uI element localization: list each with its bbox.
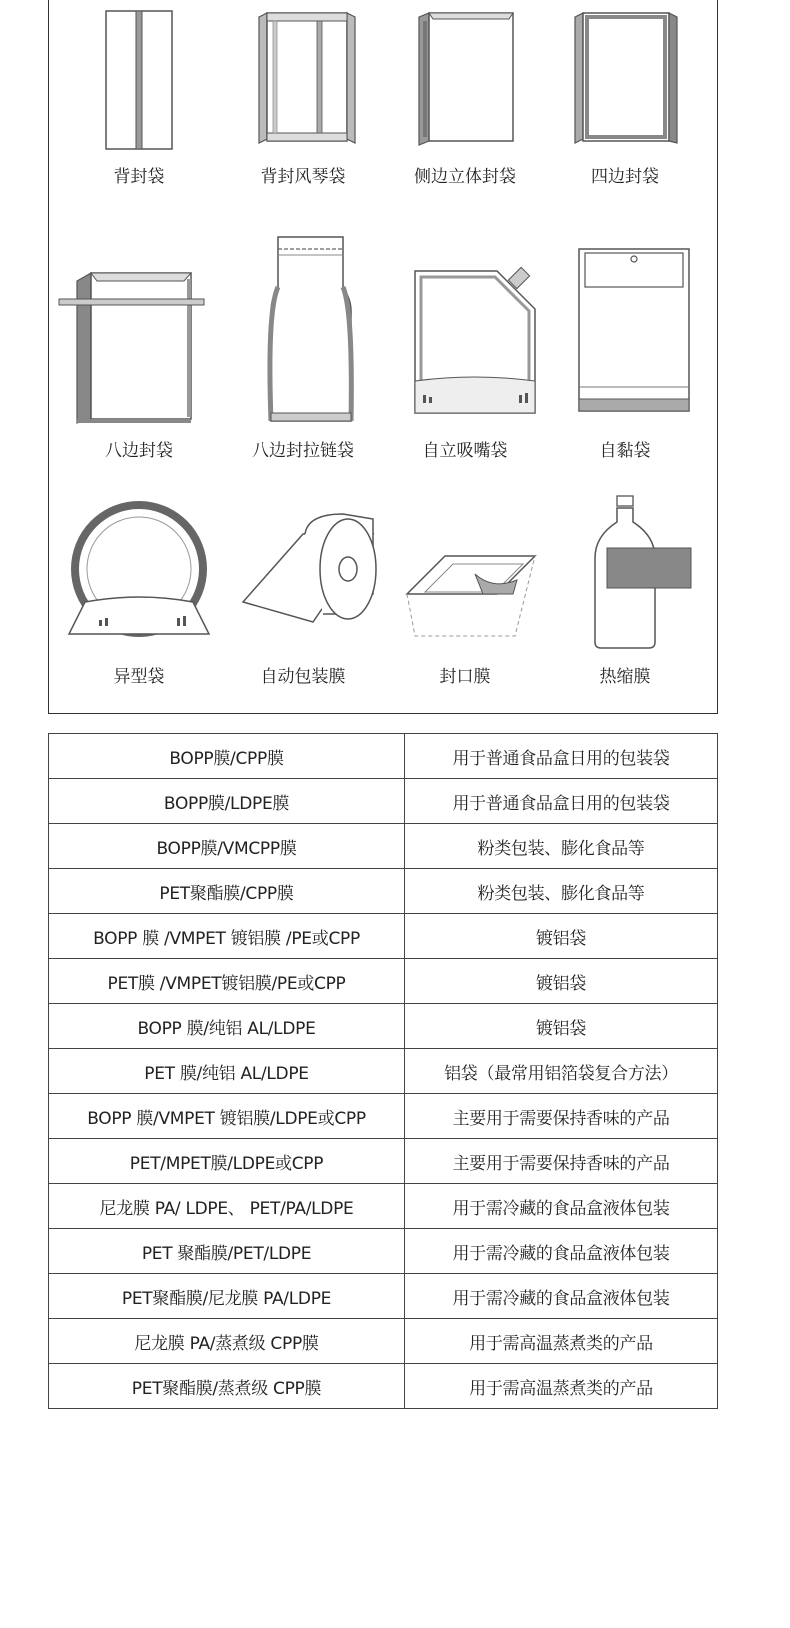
material-structure-cell: BOPP 膜/VMPET 镀铝膜/LDPE或CPP (49, 1094, 405, 1139)
back-seal-bag-icon (59, 0, 219, 151)
material-use-cell: 用于需冷藏的食品盒液体包装 (405, 1229, 718, 1274)
bag-type-item (545, 494, 705, 687)
material-use-cell: 铝袋（最常用铝箔袋复合方法） (405, 1049, 718, 1094)
table-row (49, 1274, 718, 1319)
bag-type-item (545, 231, 705, 461)
bag-type-label: 自黏袋 (599, 441, 651, 461)
eight-side-zipper-bag-icon (223, 231, 383, 426)
material-use-cell: 用于需高温蒸煮类的产品 (405, 1319, 718, 1364)
shaped-bag-icon (59, 494, 219, 654)
table-row (49, 1139, 718, 1184)
bag-type-label: 自动包装膜 (260, 667, 346, 687)
material-use-cell: 主要用于需要保持香味的产品 (405, 1094, 718, 1139)
bag-type-label: 背封袋 (113, 167, 165, 187)
table-row (49, 1004, 718, 1049)
material-structure-cell: BOPP 膜 /VMPET 镀铝膜 /PE或CPP (49, 914, 405, 959)
shrink-sleeve-bottle-icon (545, 494, 705, 654)
material-use-cell: 用于需高温蒸煮类的产品 (405, 1364, 718, 1409)
material-use-cell: 用于普通食品盒日用的包装袋 (405, 734, 718, 779)
bag-type-label: 自立吸嘴袋 (422, 441, 508, 461)
material-structure-table (48, 733, 718, 1409)
material-structure-cell: 尼龙膜 PA/蒸煮级 CPP膜 (49, 1319, 405, 1364)
bag-type-item (59, 0, 219, 187)
bag-type-label: 异型袋 (113, 667, 165, 687)
table-row (49, 959, 718, 1004)
bag-types-panel (48, 0, 718, 714)
material-structure-cell: PET/MPET膜/LDPE或CPP (49, 1139, 405, 1184)
table-row (49, 1229, 718, 1274)
table-row (49, 1094, 718, 1139)
bag-type-item (223, 0, 383, 187)
table-row (49, 779, 718, 824)
material-structure-cell: BOPP膜/CPP膜 (49, 734, 405, 779)
four-side-seal-bag-icon (545, 0, 705, 151)
gusset-back-seal-bag-icon (223, 0, 383, 151)
material-structure-cell: PET聚酯膜/CPP膜 (49, 869, 405, 914)
material-structure-cell: 尼龙膜 PA/ LDPE、 PET/PA/LDPE (49, 1184, 405, 1229)
table-row (49, 1319, 718, 1364)
table-row (49, 914, 718, 959)
table-row (49, 1364, 718, 1409)
material-use-cell: 主要用于需要保持香味的产品 (405, 1139, 718, 1184)
material-use-cell: 用于需冷藏的食品盒液体包装 (405, 1184, 718, 1229)
material-use-cell: 镀铝袋 (405, 959, 718, 1004)
eight-side-seal-bag-icon (39, 231, 214, 426)
bag-type-item (385, 0, 545, 187)
table-row (49, 824, 718, 869)
film-roll-icon (213, 494, 393, 654)
self-adhesive-bag-icon (545, 231, 705, 426)
bag-type-item (223, 231, 383, 461)
material-use-cell: 粉类包装、膨化食品等 (405, 824, 718, 869)
table-row (49, 734, 718, 779)
material-use-cell: 镀铝袋 (405, 914, 718, 959)
bag-type-label: 四边封袋 (591, 167, 659, 187)
bag-type-item (385, 494, 545, 687)
bag-type-item (223, 494, 383, 687)
bag-type-item (385, 231, 545, 461)
material-use-cell: 用于普通食品盒日用的包装袋 (405, 779, 718, 824)
lidding-film-icon (385, 494, 545, 654)
bag-type-label: 热缩膜 (599, 667, 651, 687)
side-gusset-bag-icon (385, 0, 545, 151)
material-use-cell: 用于需冷藏的食品盒液体包装 (405, 1274, 718, 1319)
material-structure-cell: PET聚酯膜/尼龙膜 PA/LDPE (49, 1274, 405, 1319)
bag-type-label: 侧边立体封袋 (414, 167, 516, 187)
material-structure-cell: BOPP膜/LDPE膜 (49, 779, 405, 824)
table-row (49, 1049, 718, 1094)
spout-pouch-icon (385, 231, 545, 426)
material-structure-cell: PET聚酯膜/蒸煮级 CPP膜 (49, 1364, 405, 1409)
bag-type-label: 封口膜 (439, 667, 491, 687)
material-structure-cell: BOPP膜/VMCPP膜 (49, 824, 405, 869)
bag-type-item (545, 0, 705, 187)
table-row (49, 869, 718, 914)
table-row (49, 1184, 718, 1229)
material-use-cell: 镀铝袋 (405, 1004, 718, 1049)
material-structure-cell: BOPP 膜/纯铝 AL/LDPE (49, 1004, 405, 1049)
bag-type-item (59, 494, 219, 687)
bag-type-item (59, 231, 219, 461)
bag-type-label: 八边封拉链袋 (252, 441, 354, 461)
bag-type-label: 八边封袋 (105, 441, 173, 461)
material-use-cell: 粉类包装、膨化食品等 (405, 869, 718, 914)
bag-type-label: 背封风琴袋 (260, 167, 346, 187)
material-structure-cell: PET 聚酯膜/PET/LDPE (49, 1229, 405, 1274)
material-structure-cell: PET膜 /VMPET镀铝膜/PE或CPP (49, 959, 405, 1004)
material-structure-cell: PET 膜/纯铝 AL/LDPE (49, 1049, 405, 1094)
